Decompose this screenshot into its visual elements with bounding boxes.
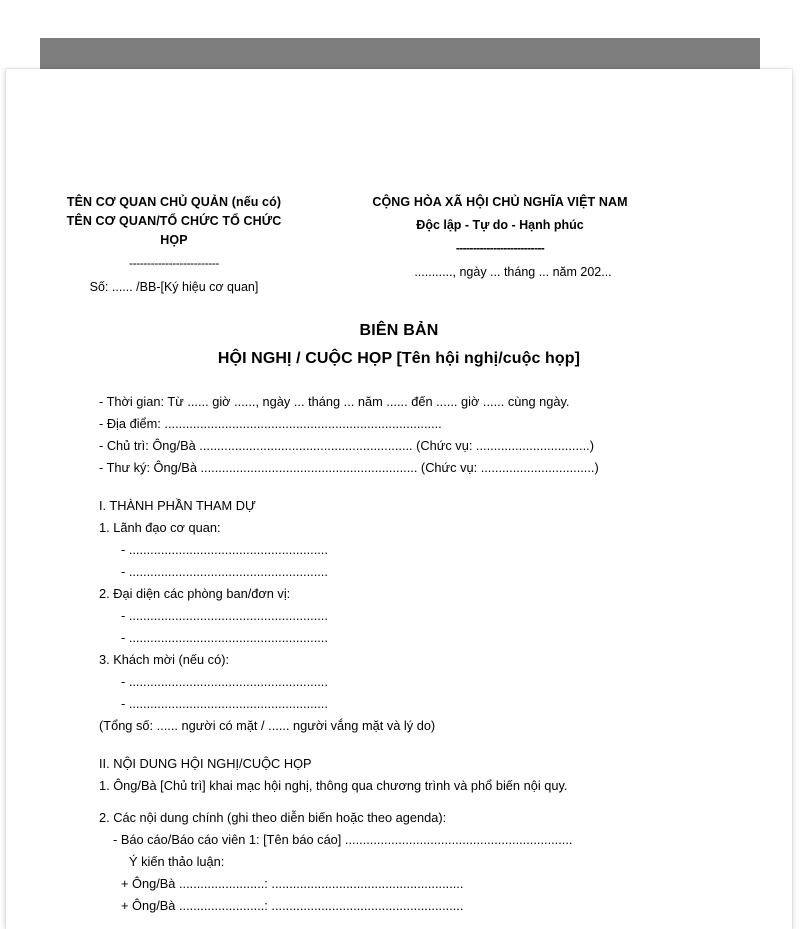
document-header xyxy=(6,69,792,296)
page-subtitle: HỘI NGHỊ / CUỘC HỌP [Tên hội nghị/cuộc họp] xyxy=(217,350,581,367)
section-two-report-line: - Báo cáo/Báo cáo viên 1: [Tên báo cáo] ................................................................ xyxy=(113,832,573,847)
backdrop-gray-band xyxy=(40,38,760,72)
meta-line-location: - Địa điểm: .............................................................................. xyxy=(99,416,442,431)
section-one-group-2-label: 2. Đại diện các phòng ban/đơn vị: xyxy=(99,586,291,601)
section-two-item-1: 1. Ông/Bà [Chủ trì] khai mạc hội nghị, thông qua chương trình và phổ biến nội quy. xyxy=(99,778,568,793)
meta-line-time: - Thời gian: Từ ...... giờ ......, ngày ... tháng ... năm ...... đến ...... giờ ...... cùng ngày. xyxy=(99,394,570,409)
section-one-heading: I. THÀNH PHẦN THAM DỰ xyxy=(99,498,256,513)
section-one-group-2-item-1: - ........................................................ xyxy=(121,608,328,623)
issuing-authority-line-2: TÊN CƠ QUAN/TỔ CHỨC TỔ CHỨC xyxy=(66,214,282,228)
section-one-group-3-label: 3. Khách mời (nếu có): xyxy=(99,652,230,667)
section-one-total-line: (Tổng số: ...... người có mặt / ...... người vắng mặt và lý do) xyxy=(99,718,436,733)
section-one-group-2-item-2: - ........................................................ xyxy=(121,630,328,645)
header-right-separator: -------------------------- xyxy=(455,241,545,255)
section-two-discussion-label: Ý kiến thảo luận: xyxy=(129,854,225,869)
document-page xyxy=(6,69,792,929)
section-one-group-3-item-1: - ........................................................ xyxy=(121,674,328,689)
section-two-discussion-item-2: + Ông/Bà ........................: ...................................................... xyxy=(121,898,464,913)
issuing-authority-line-1: TÊN CƠ QUAN CHỦ QUẢN (nếu có) xyxy=(66,195,282,209)
section-one-group-1-item-2: - ........................................................ xyxy=(121,564,328,579)
document-content xyxy=(6,391,792,917)
page-title: BIÊN BẢN xyxy=(359,322,439,339)
title-block xyxy=(6,320,792,371)
meta-line-chair: - Chủ trì: Ông/Bà ............................................................ (Chức vụ: ................................) xyxy=(99,438,594,453)
section-one-group-1-item-1: - ........................................................ xyxy=(121,542,328,557)
section-two-item-2: 2. Các nội dung chính (ghi theo diễn biến hoặc theo agenda): xyxy=(99,810,447,825)
section-two-heading: II. NỘI DUNG HỘI NGHỊ/CUỘC HỌP xyxy=(99,756,312,771)
header-right-column xyxy=(340,193,660,281)
section-two-discussion-item-1: + Ông/Bà ........................: ...................................................... xyxy=(121,876,464,891)
place-and-date-line: ..........., ngày ... tháng ... năm 202... xyxy=(414,265,612,279)
meta-line-secretary: - Thư ký: Ông/Bà ............................................................. (Chức vụ: ................................) xyxy=(99,460,599,475)
document-body xyxy=(6,69,792,917)
document-number: Số: ...... /BB-[Ký hiệu cơ quan] xyxy=(89,280,259,294)
spacer xyxy=(99,797,776,807)
section-one-group-1-label: 1. Lãnh đạo cơ quan: xyxy=(99,520,221,535)
header-left-separator: ------------------------- xyxy=(129,256,219,270)
spacer xyxy=(99,737,776,753)
issuing-authority-line-3: HỌP xyxy=(160,233,188,247)
spacer xyxy=(99,479,776,495)
header-left-column xyxy=(24,193,324,296)
national-heading: CỘNG HÒA XÃ HỘI CHỦ NGHĨA VIỆT NAM xyxy=(372,195,628,209)
section-one-group-3-item-2: - ........................................................ xyxy=(121,696,328,711)
national-motto: Độc lập - Tự do - Hạnh phúc xyxy=(416,218,584,232)
